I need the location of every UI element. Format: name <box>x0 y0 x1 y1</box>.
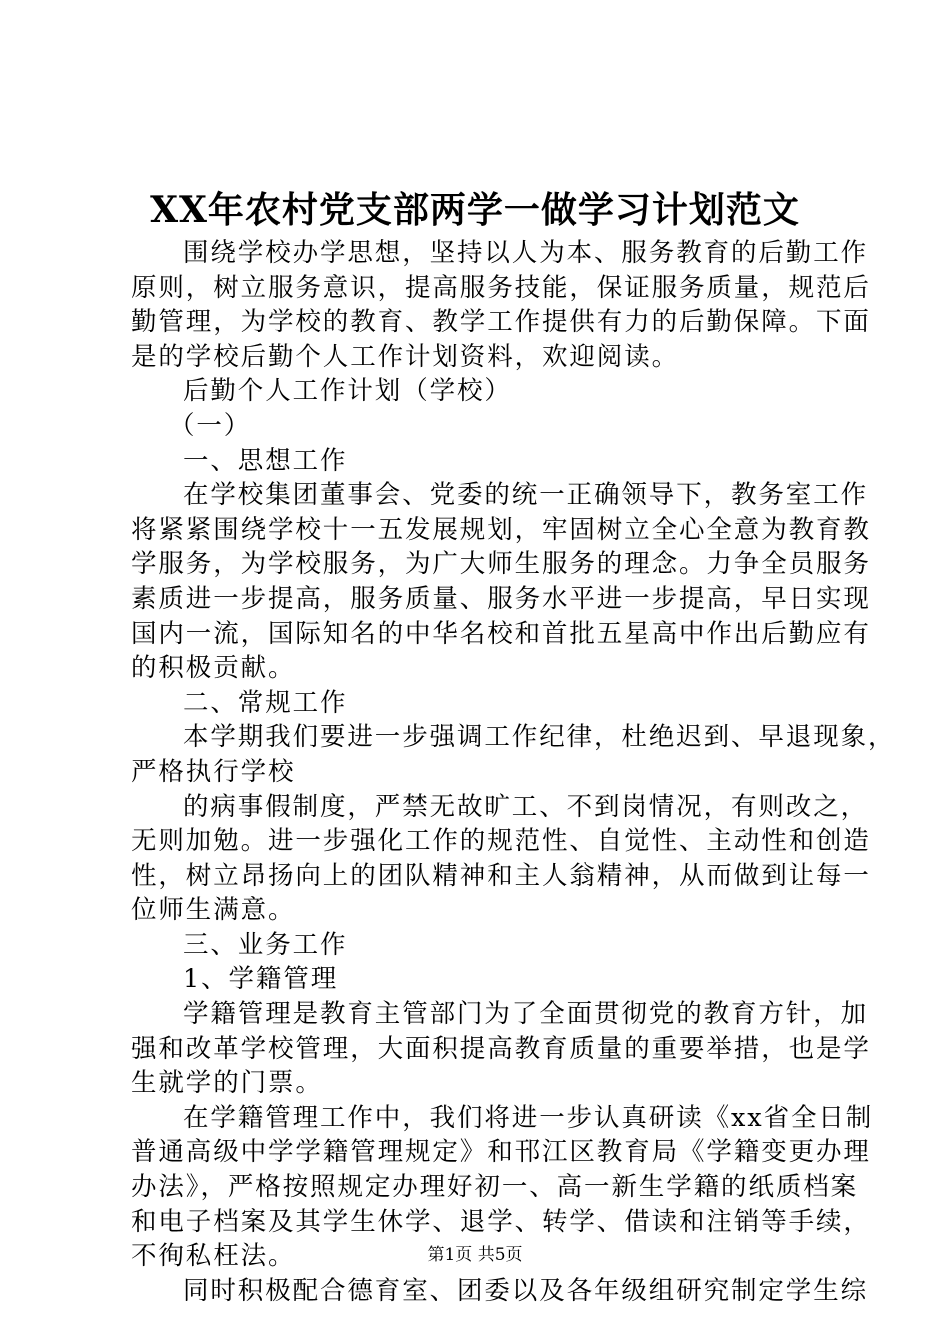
body-line: 是的学校后勤个人工作计划资料，欢迎阅读。 <box>131 341 680 372</box>
body-line: 学服务，为学校服务，为广大师生服务的理念。力争全员服务 <box>131 549 871 580</box>
body-line: 的积极贡献。 <box>131 653 296 684</box>
body-line: 普通高级中学学籍管理规定》和邗江区教育局《学籍变更办理 <box>131 1137 871 1168</box>
body-line: 本学期我们要进一步强调工作纪律，杜绝迟到、早退现象， <box>183 722 896 753</box>
body-line: 素质进一步提高，服务质量、服务水平进一步提高，早日实现 <box>131 583 871 614</box>
subsection-heading: 1、学籍管理 <box>183 964 339 995</box>
body-line: 在学籍管理工作中，我们将进一步认真研读《xx省全日制 <box>183 1102 874 1133</box>
body-line: 学籍管理是教育主管部门为了全面贯彻党的教育方针，加 <box>183 999 869 1030</box>
section-heading: 二、常规工作 <box>183 687 348 718</box>
body-line: 在学校集团董事会、党委的统一正确领导下，教务室工作 <box>183 480 869 511</box>
body-line: 的病事假制度，严禁无故旷工、不到岗情况，有则改之， <box>183 791 869 822</box>
body-line: 办法》，严格按照规定办理好初一、高一新生学籍的纸质档案 <box>131 1172 859 1203</box>
body-line: 勤管理，为学校的教育、教学工作提供有力的后勤保障。下面 <box>131 307 871 338</box>
document-title: XX年农村党支部两学一做学习计划范文 <box>150 189 800 231</box>
body-line: 原则，树立服务意识，提高服务技能，保证服务质量，规范后 <box>131 272 871 303</box>
document-body <box>131 236 896 1308</box>
page-footer: 第1页 共5页 <box>427 1245 523 1265</box>
body-line: 严格执行学校 <box>131 756 296 787</box>
body-line: 生就学的门票。 <box>131 1068 323 1099</box>
body-line: 和电子档案及其学生休学、退学、转学、借读和注销等手续， <box>131 1206 871 1237</box>
body-line: 国内一流，国际知名的中华名校和首批五星高中作出后勤应有 <box>131 618 871 649</box>
body-line: 围绕学校办学思想，坚持以人为本、服务教育的后勤工作 <box>183 238 869 268</box>
section-heading: 一、思想工作 <box>183 445 348 476</box>
body-line: 强和改革学校管理，大面积提高教育质量的重要举措，也是学 <box>131 1033 871 1064</box>
section-heading: 后勤个人工作计划（学校） <box>183 376 512 407</box>
body-line: 不徇私枉法。 <box>131 1241 296 1272</box>
body-line: 性，树立昂扬向上的团队精神和主人翁精神，从而做到让每一 <box>131 860 871 891</box>
body-line: 同时积极配合德育室、团委以及各年级组研究制定学生综 <box>183 1275 869 1306</box>
section-number: （一） <box>169 410 252 441</box>
body-line: 无则加勉。进一步强化工作的规范性、自觉性、主动性和创造 <box>131 826 871 857</box>
body-line: 位师生满意。 <box>131 895 296 926</box>
section-heading: 三、业务工作 <box>183 929 348 960</box>
body-line: 将紧紧围绕学校十一五发展规划，牢固树立全心全意为教育教 <box>131 514 871 545</box>
